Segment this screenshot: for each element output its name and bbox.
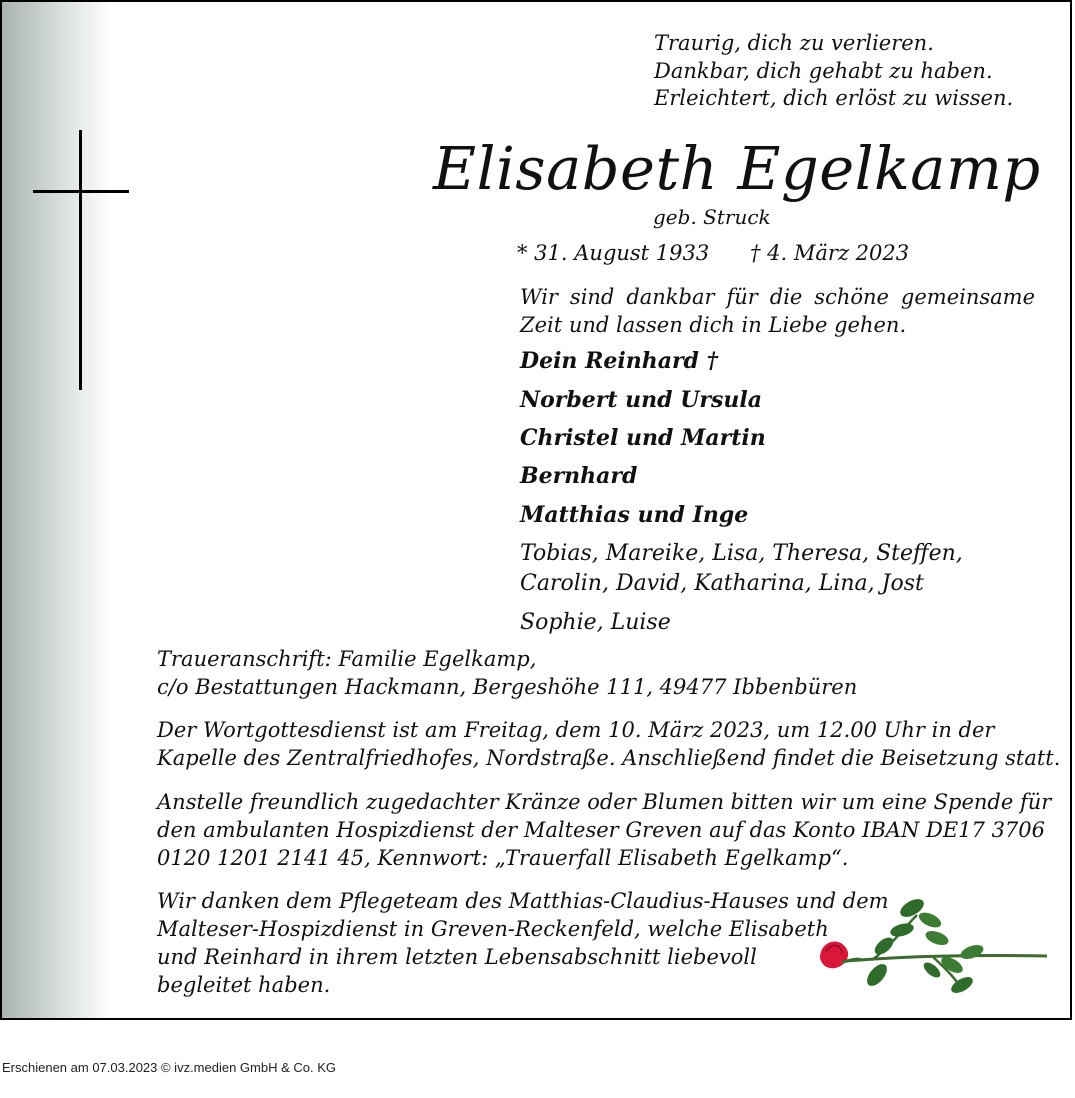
motto-line: Erleichtert, dich erlöst zu wissen. — [654, 86, 1014, 110]
closing-line: begleitet haben. — [157, 973, 331, 997]
closing-thanks — [157, 887, 897, 999]
deceased-name: Elisabeth Egelkamp — [433, 134, 1041, 203]
cross-icon — [79, 130, 82, 390]
death-date: † 4. März 2023 — [750, 241, 910, 265]
donation-info — [157, 788, 1052, 872]
donation-line: Anstelle freundlich zugedachter Kränze oder Blumen bitten wir um eine Spende für — [157, 790, 1052, 814]
mourner-name: Dein Reinhard † — [520, 348, 719, 374]
service-info — [157, 716, 1061, 772]
grandchildren-line: Tobias, Mareike, Lisa, Theresa, Steffen, — [520, 541, 963, 566]
grandchildren-line: Sophie, Luise — [520, 610, 671, 635]
service-line: Der Wortgottesdienst ist am Freitag, dem 10. März 2023, um 12.00 Uhr in der — [157, 718, 995, 742]
publication-footer: Erschienen am 07.03.2023 © ivz.medien GmbH & Co. KG — [2, 1060, 337, 1075]
mourner-name: Norbert und Ursula — [520, 387, 762, 413]
left-gradient-band — [2, 2, 112, 1018]
closing-line: Malteser-Hospizdienst in Greven-Reckenfeld, welche Elisabeth — [157, 917, 829, 941]
grandchildren-line: Carolin, David, Katharina, Lina, Jost — [520, 571, 924, 596]
maiden-name: geb. Struck — [653, 205, 771, 229]
donation-line: den ambulanten Hospizdienst der Malteser Greven auf das Konto IBAN DE17 3706 — [157, 818, 1046, 842]
birth-date: * 31. August 1933 — [517, 241, 710, 265]
motto-line: Dankbar, dich gehabt zu haben. — [654, 58, 993, 83]
thanks-text: Wir sind dankbar für die schöne gemeinsame Zeit und lassen dich in Liebe gehen. — [520, 285, 1035, 337]
service-line: Kapelle des Zentralfriedhofes, Nordstraße. Anschließend findet die Beisetzung statt. — [157, 746, 1061, 770]
mourner-name: Christel und Martin — [520, 425, 766, 451]
mourner-name: Matthias und Inge — [520, 502, 749, 528]
motto-line: Traurig, dich zu verlieren. — [654, 31, 934, 55]
address-line: Traueranschrift: Familie Egelkamp, — [157, 647, 537, 671]
motto-verse — [654, 30, 1054, 113]
mourning-address — [157, 645, 1035, 701]
rose-icon — [812, 890, 1052, 1000]
donation-line: 0120 1201 2141 45, Kennwort: „Trauerfall Elisabeth Egelkamp“. — [157, 846, 849, 870]
cross-icon-bar — [33, 190, 129, 193]
closing-line: und Reinhard in ihrem letzten Lebensabschnitt liebevoll — [157, 945, 757, 969]
address-line: c/o Bestattungen Hackmann, Bergeshöhe 111, 49477 Ibbenbüren — [157, 675, 858, 699]
closing-line: Wir danken dem Pflegeteam des Matthias-Claudius-Hauses und dem — [157, 889, 889, 913]
mourner-name: Bernhard — [520, 463, 638, 489]
